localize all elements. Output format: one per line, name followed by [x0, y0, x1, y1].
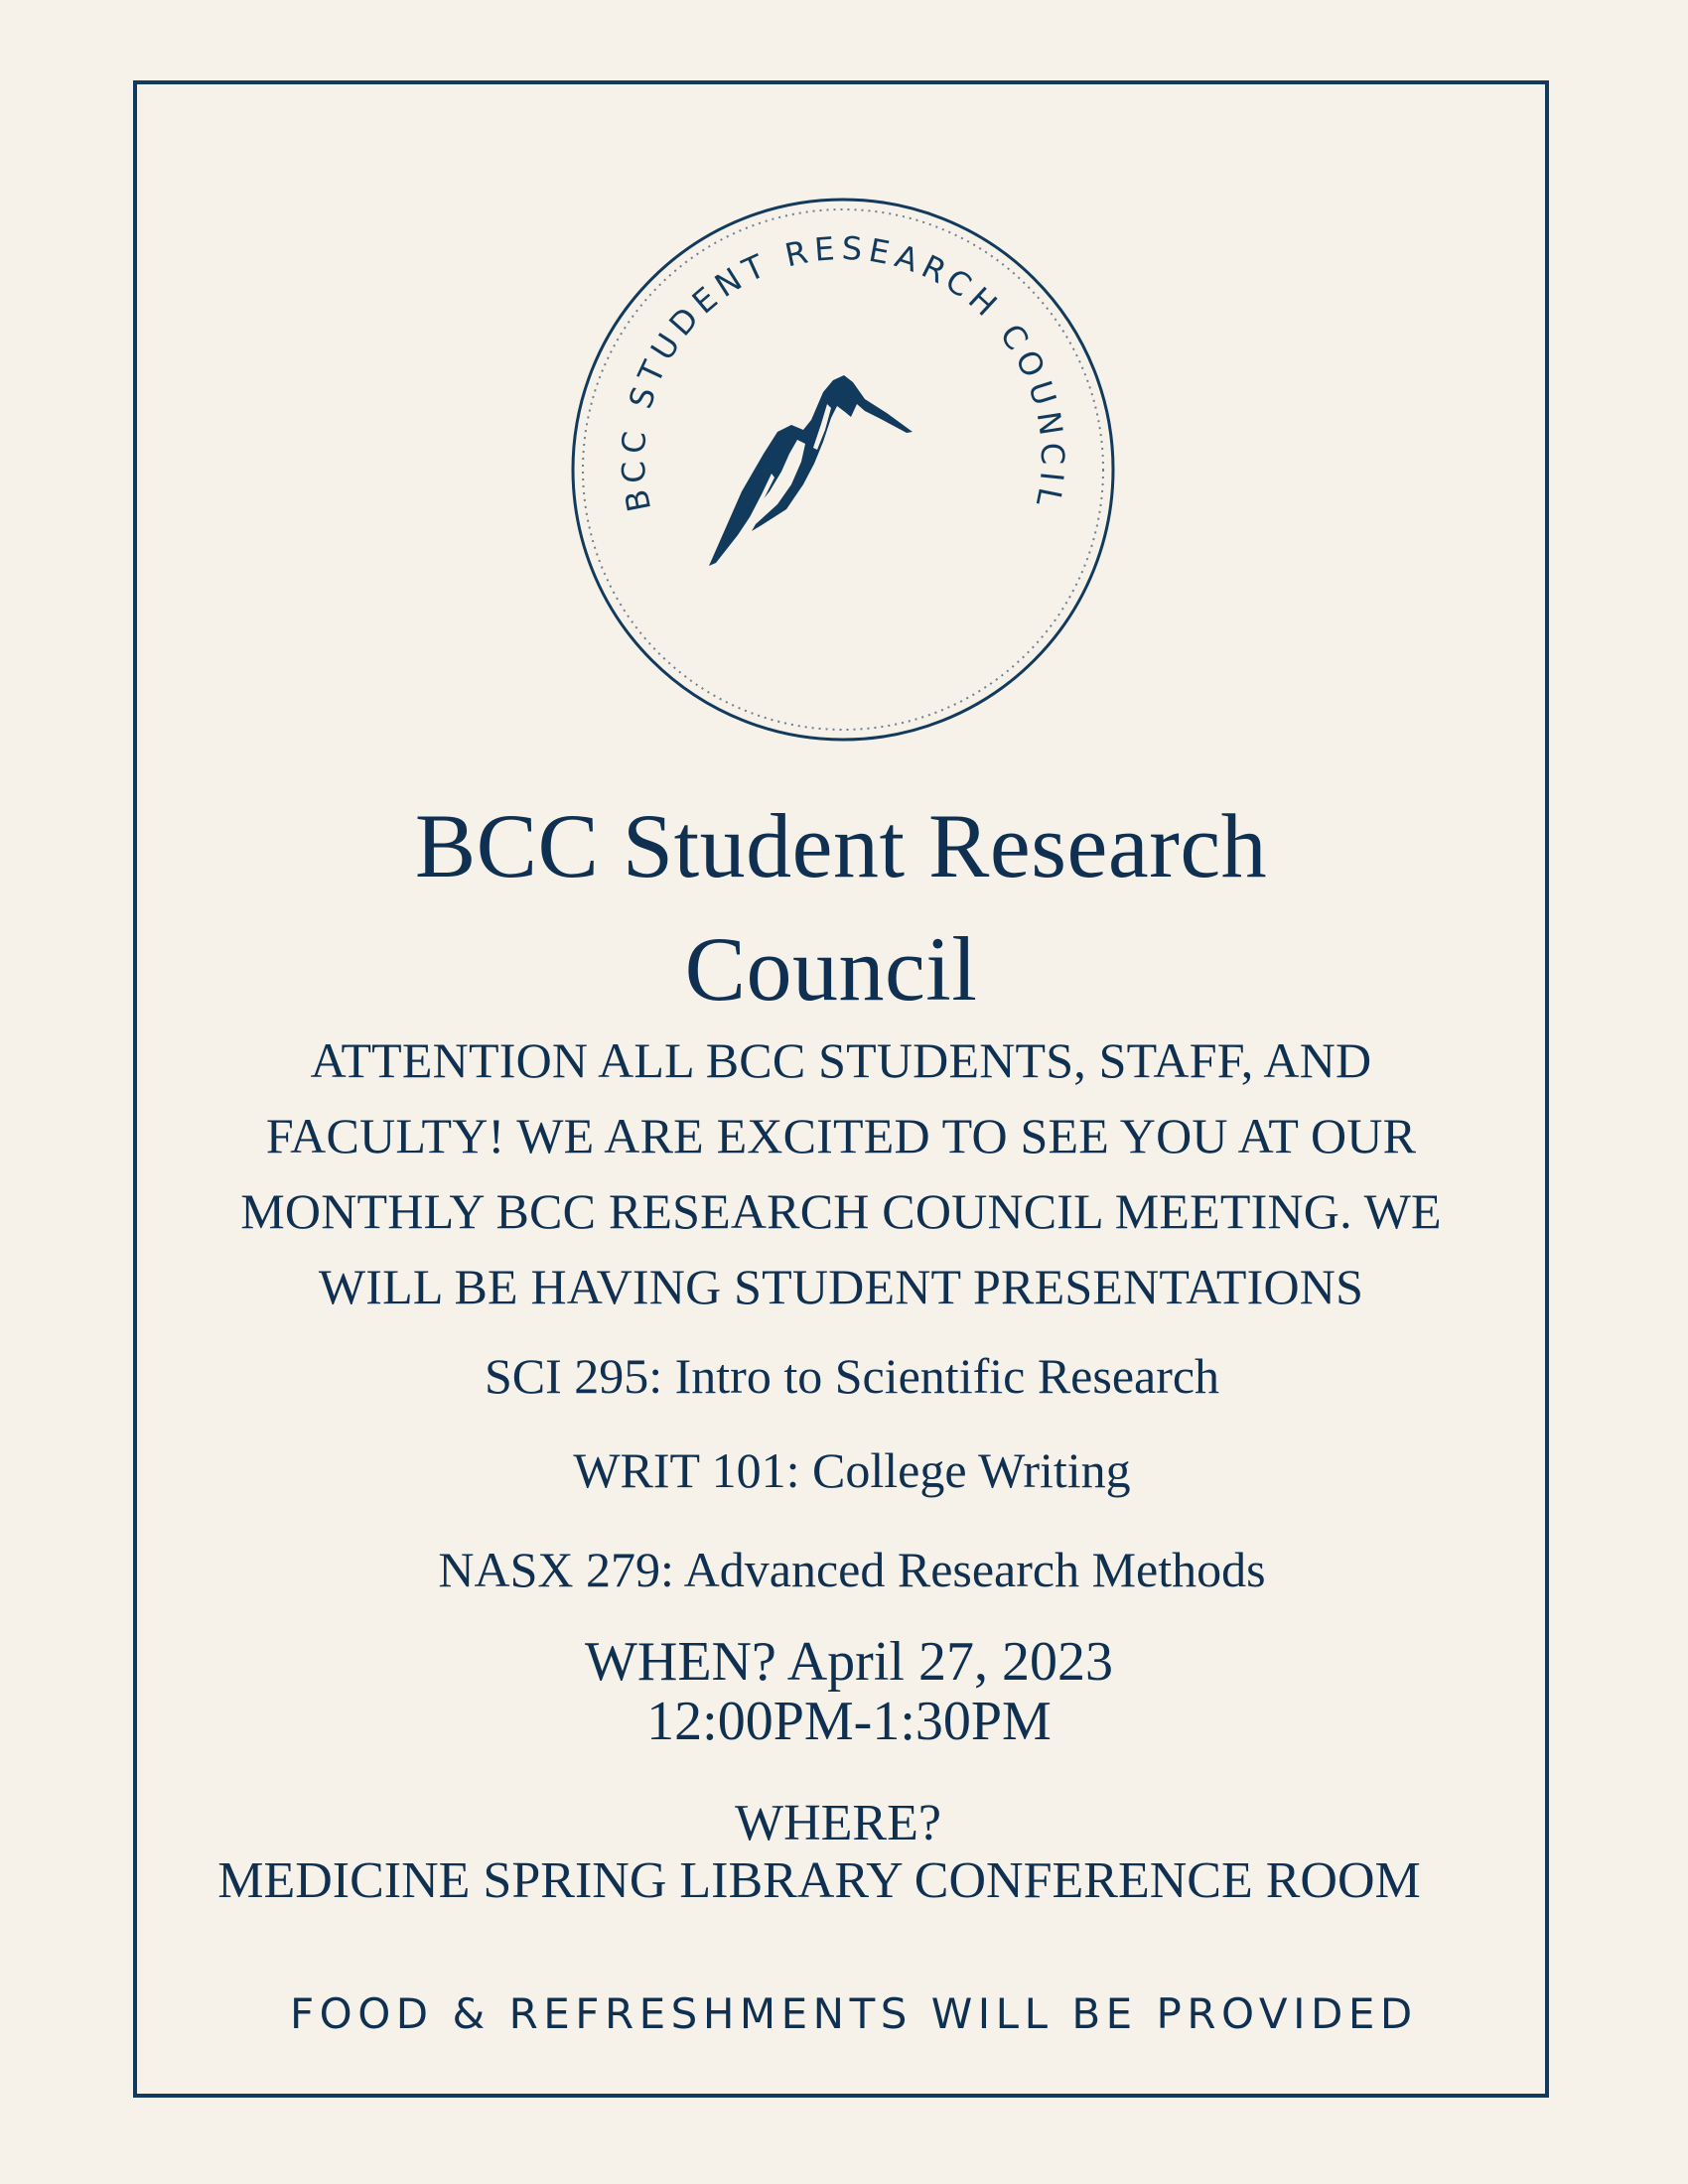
attention-paragraph — [133, 1023, 1549, 1324]
event-location-label: WHERE? — [735, 1795, 941, 1851]
attention-line: ATTENTION ALL BCC STUDENTS, STAFF, AND — [310, 1032, 1372, 1088]
seal-outer-ring — [573, 200, 1113, 740]
course-item: WRIT 101: College Writing — [573, 1442, 1131, 1498]
attention-line: FACULTY! WE ARE EXCITED TO SEE YOU AT OUR — [265, 1108, 1417, 1163]
page-title-line-1: BCC Student Research — [414, 795, 1268, 896]
attention-line: WILL BE HAVING STUDENT PRESENTATIONS — [318, 1259, 1364, 1314]
event-location: MEDICINE SPRING LIBRARY CONFERENCE ROOM — [217, 1852, 1421, 1909]
attention-line: MONTHLY BCC RESEARCH COUNCIL MEETING. WE — [240, 1183, 1442, 1239]
course-item: SCI 295: Intro to Scientific Research — [484, 1348, 1220, 1404]
page-title-line-2: Council — [684, 918, 978, 1020]
mountain-icon — [709, 375, 913, 566]
page-title — [133, 784, 1549, 1030]
course-item: NASX 279: Advanced Research Methods — [438, 1542, 1266, 1597]
council-logo-seal — [567, 194, 1119, 746]
event-time: 12:00PM-1:30PM — [646, 1691, 1052, 1752]
svg-text:BCC STUDENT RESEARCH COUNCIL: BCC STUDENT RESEARCH COUNCIL — [614, 228, 1072, 516]
food-notice: FOOD & REFRESHMENTS WILL BE PROVIDED — [290, 1989, 1418, 2038]
event-date: WHEN? April 27, 2023 — [585, 1631, 1113, 1693]
seal-dotted-ring — [583, 209, 1103, 730]
